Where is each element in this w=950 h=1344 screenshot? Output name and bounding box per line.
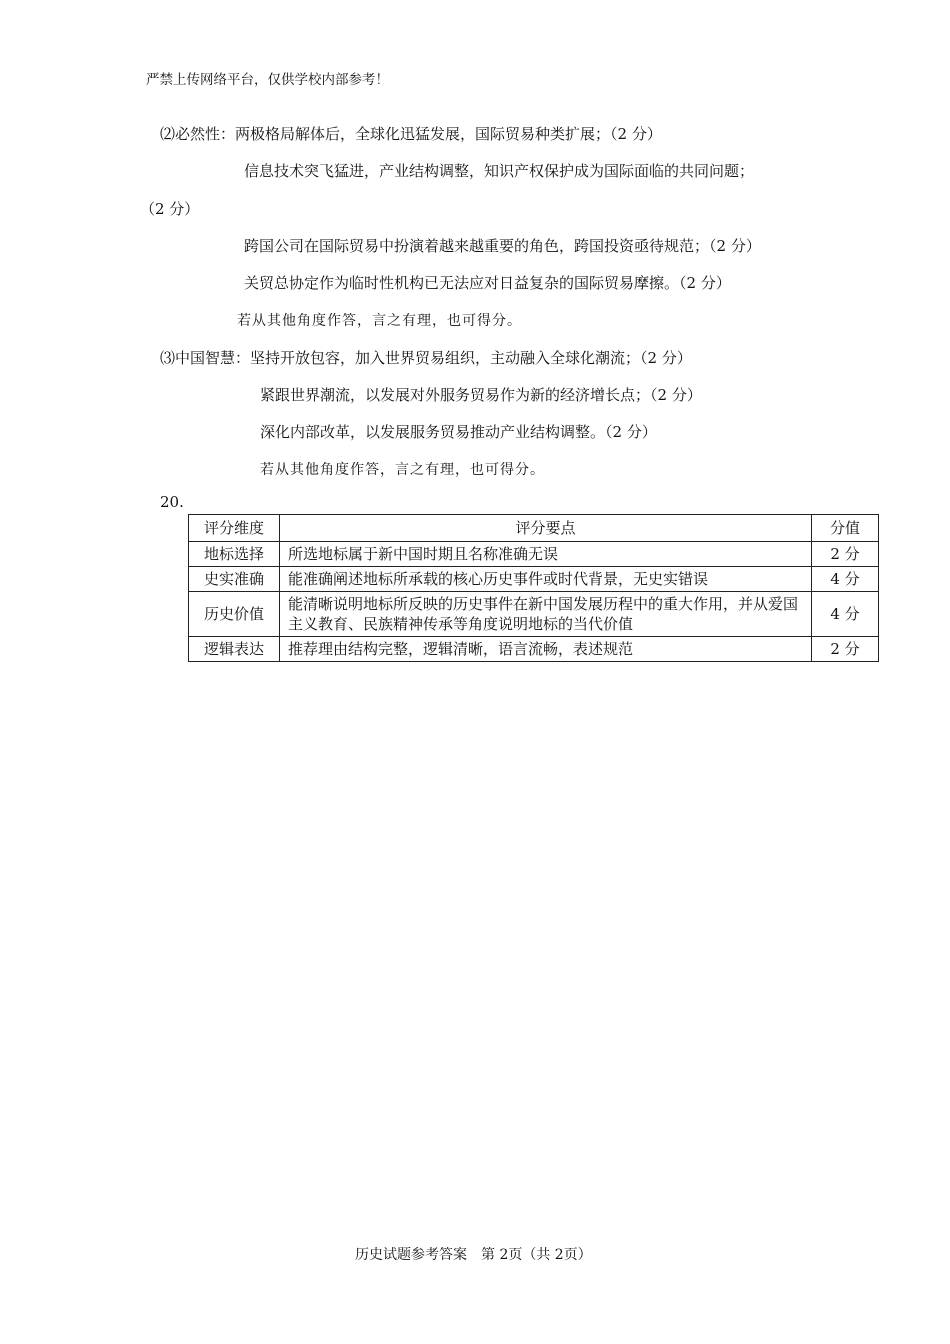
section2-note: 若从其他角度作答，言之有理，也可得分。: [237, 313, 522, 329]
section3-line3: 深化内部改革，以发展服务贸易推动产业结构调整。（2 分）: [260, 423, 657, 441]
row-point: 能准确阐述地标所承载的核心历史事件或时代背景，无史实错误: [280, 567, 812, 592]
row-point: 推荐理由结构完整，逻辑清晰，语言流畅，表述规范: [280, 637, 812, 662]
section2-line1: ⑵必然性：两极格局解体后，全球化迅猛发展，国际贸易种类扩展；（2 分）: [160, 125, 662, 143]
section3-line2: 紧跟世界潮流，以发展对外服务贸易作为新的经济增长点；（2 分）: [260, 386, 702, 404]
row-score: 2 分: [812, 542, 879, 567]
row-dimension: 逻辑表达: [189, 637, 280, 662]
row-dimension: 史实准确: [189, 567, 280, 592]
table-row: [189, 592, 879, 637]
header-points: 评分要点: [280, 515, 812, 542]
section2-line2: 信息技术突飞猛进，产业结构调整，知识产权保护成为国际面临的共同问题；: [244, 162, 755, 180]
question-20-number: 20.: [160, 493, 184, 511]
section3-line1: ⑶中国智慧：坚持开放包容，加入世界贸易组织，主动融入全球化潮流；（2 分）: [160, 349, 692, 367]
header-dimension: 评分维度: [189, 515, 280, 542]
header-note: 严禁上传网络平台，仅供学校内部参考！: [146, 72, 389, 88]
row-dimension: 历史价值: [189, 592, 280, 637]
row-score: 4 分: [812, 567, 879, 592]
header-score: 分值: [812, 515, 879, 542]
table-row: [189, 567, 879, 592]
table-header-row: [189, 515, 879, 542]
row-point: 所选地标属于新中国时期且名称准确无误: [280, 542, 812, 567]
table-row: [189, 637, 879, 662]
table-row: [189, 542, 879, 567]
row-score: 2 分: [812, 637, 879, 662]
page-footer: 历史试题参考答案 第 2页（共 2页）: [355, 1247, 592, 1263]
row-dimension: 地标选择: [189, 542, 280, 567]
scoring-table: [188, 514, 879, 662]
section2-line2-cont: （2 分）: [140, 200, 200, 218]
section3-note: 若从其他角度作答，言之有理，也可得分。: [260, 462, 545, 478]
row-score: 4 分: [812, 592, 879, 637]
row-point: 能清晰说明地标所反映的历史事件在新中国发展历程中的重大作用，并从爱国主义教育、民族精神传承等角度说明地标的当代价值: [280, 592, 812, 637]
section2-line3: 跨国公司在国际贸易中扮演着越来越重要的角色，跨国投资亟待规范；（2 分）: [244, 237, 761, 255]
section2-line4: 关贸总协定作为临时性机构已无法应对日益复杂的国际贸易摩擦。（2 分）: [244, 274, 731, 292]
